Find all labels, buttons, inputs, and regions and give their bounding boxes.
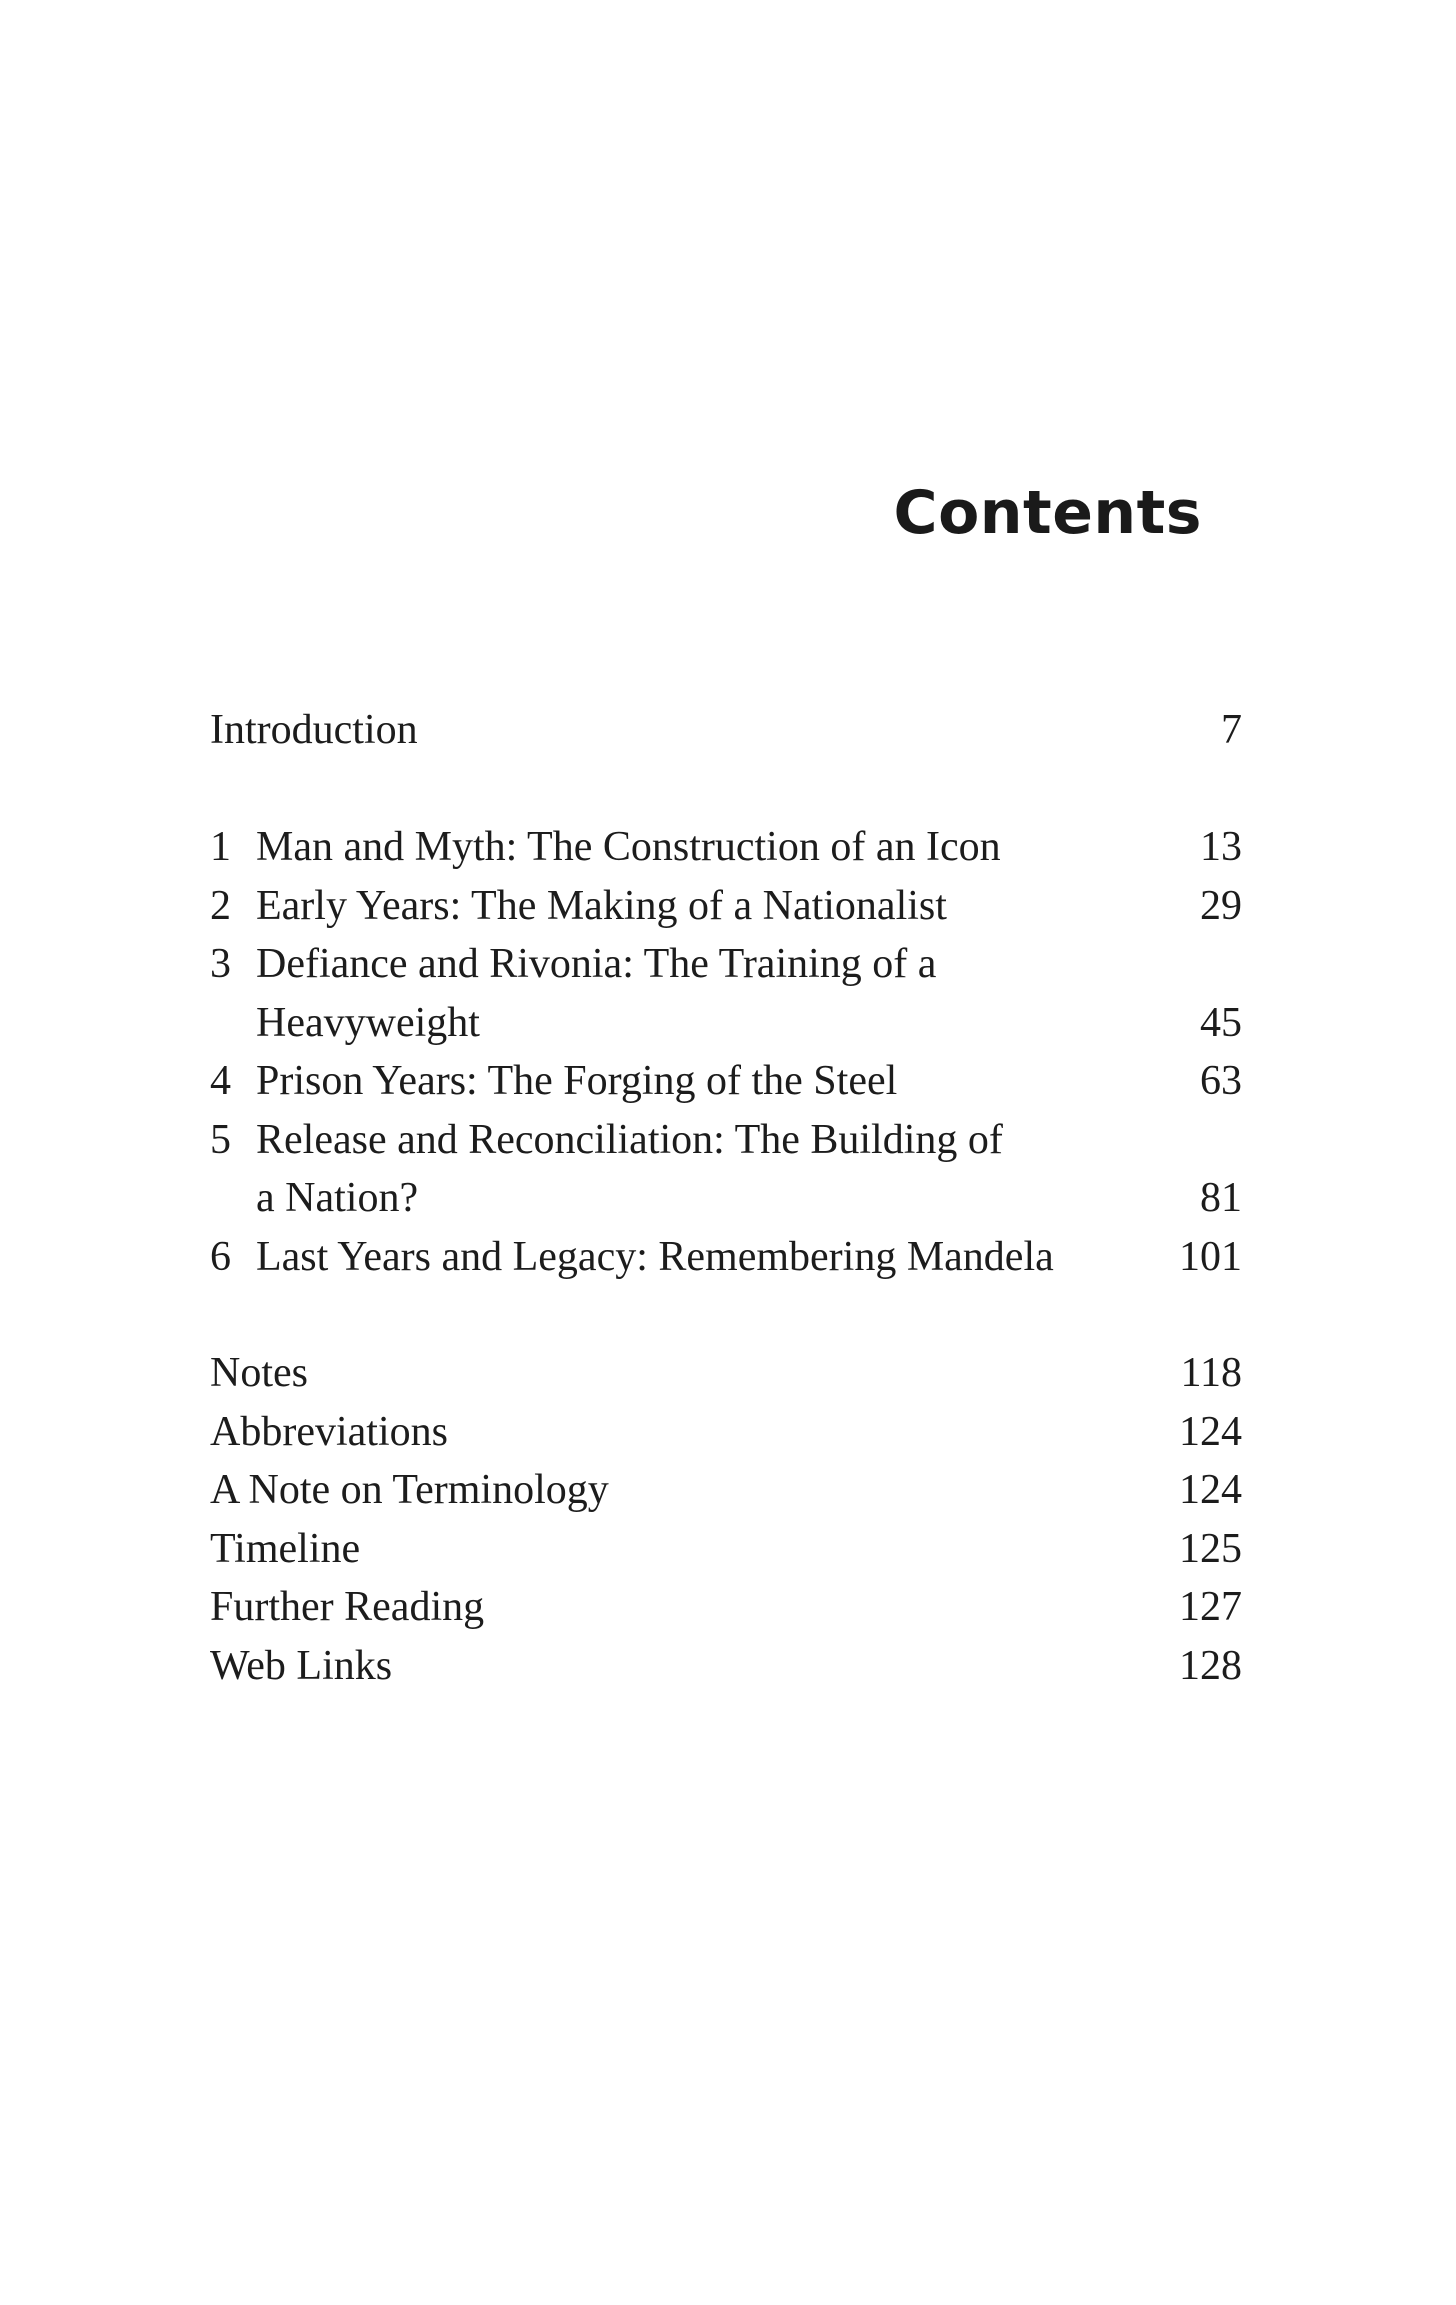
chapter-number: 3 xyxy=(210,941,231,987)
toc-entry-label: Abbreviations xyxy=(210,1408,448,1455)
chapter-title: Release and Reconciliation: The Building of xyxy=(256,1116,1003,1163)
chapter-title: Last Years and Legacy: Remembering Mandela xyxy=(256,1233,1054,1280)
toc-entry-page: 124 xyxy=(1179,1467,1242,1513)
toc-chapter-1 xyxy=(210,818,1242,877)
toc-chapter-3 xyxy=(210,935,1242,994)
chapter-title: Defiance and Rivonia: The Training of a xyxy=(256,941,937,987)
toc-entry-label: Notes xyxy=(210,1350,308,1396)
toc-entry-web-links xyxy=(210,1637,1242,1696)
toc-entry-label: Timeline xyxy=(210,1525,361,1572)
chapter-title: Man and Myth: The Construction of an Icon xyxy=(256,824,1001,870)
chapter-number: 2 xyxy=(210,882,231,929)
toc-entry-page: 7 xyxy=(1221,707,1242,753)
toc-entry-label: Web Links xyxy=(210,1642,393,1689)
toc-entry-page: 128 xyxy=(1179,1642,1242,1689)
toc-entry-abbreviations xyxy=(210,1403,1242,1462)
toc-entry-page: 125 xyxy=(1179,1525,1242,1572)
toc-entry-page: 118 xyxy=(1180,1350,1242,1396)
toc-entry-label: Further Reading xyxy=(210,1584,485,1630)
toc-chapter-3-continued xyxy=(210,994,1242,1053)
toc-entry-timeline xyxy=(210,1520,1242,1579)
chapter-title: Early Years: The Making of a Nationalist xyxy=(256,882,947,929)
chapter-title-continued: Heavyweight xyxy=(256,999,480,1046)
chapter-page: 13 xyxy=(1200,824,1242,870)
toc-entry-notes xyxy=(210,1344,1242,1403)
toc-chapter-5 xyxy=(210,1111,1242,1170)
toc-chapters xyxy=(210,818,1242,1286)
toc-chapter-2 xyxy=(210,877,1242,936)
chapter-page: 101 xyxy=(1179,1233,1242,1280)
toc-chapter-5-continued xyxy=(210,1169,1242,1228)
toc-entry-terminology xyxy=(210,1461,1242,1520)
chapter-number: 4 xyxy=(210,1058,231,1104)
chapter-title-continued: a Nation? xyxy=(256,1175,419,1221)
toc-chapter-6 xyxy=(210,1228,1242,1287)
chapter-number: 6 xyxy=(210,1233,231,1280)
toc-entry-page: 124 xyxy=(1179,1408,1242,1455)
toc-entry-further-reading xyxy=(210,1578,1242,1637)
chapter-page: 81 xyxy=(1200,1175,1242,1221)
toc-back-matter xyxy=(210,1344,1242,1695)
chapter-page: 29 xyxy=(1200,882,1242,929)
toc-chapter-4 xyxy=(210,1052,1242,1111)
toc-entry-label: A Note on Terminology xyxy=(210,1467,609,1513)
toc-entry-label: Introduction xyxy=(210,707,418,753)
toc-entry xyxy=(210,701,1242,760)
chapter-number: 1 xyxy=(210,824,231,870)
page-title: Contents xyxy=(893,478,1202,548)
chapter-number: 5 xyxy=(210,1116,231,1163)
chapter-page: 63 xyxy=(1200,1058,1242,1104)
toc-entry-page: 127 xyxy=(1179,1584,1242,1630)
toc-introduction xyxy=(210,701,1242,760)
chapter-page: 45 xyxy=(1200,999,1242,1046)
chapter-title: Prison Years: The Forging of the Steel xyxy=(256,1058,898,1104)
